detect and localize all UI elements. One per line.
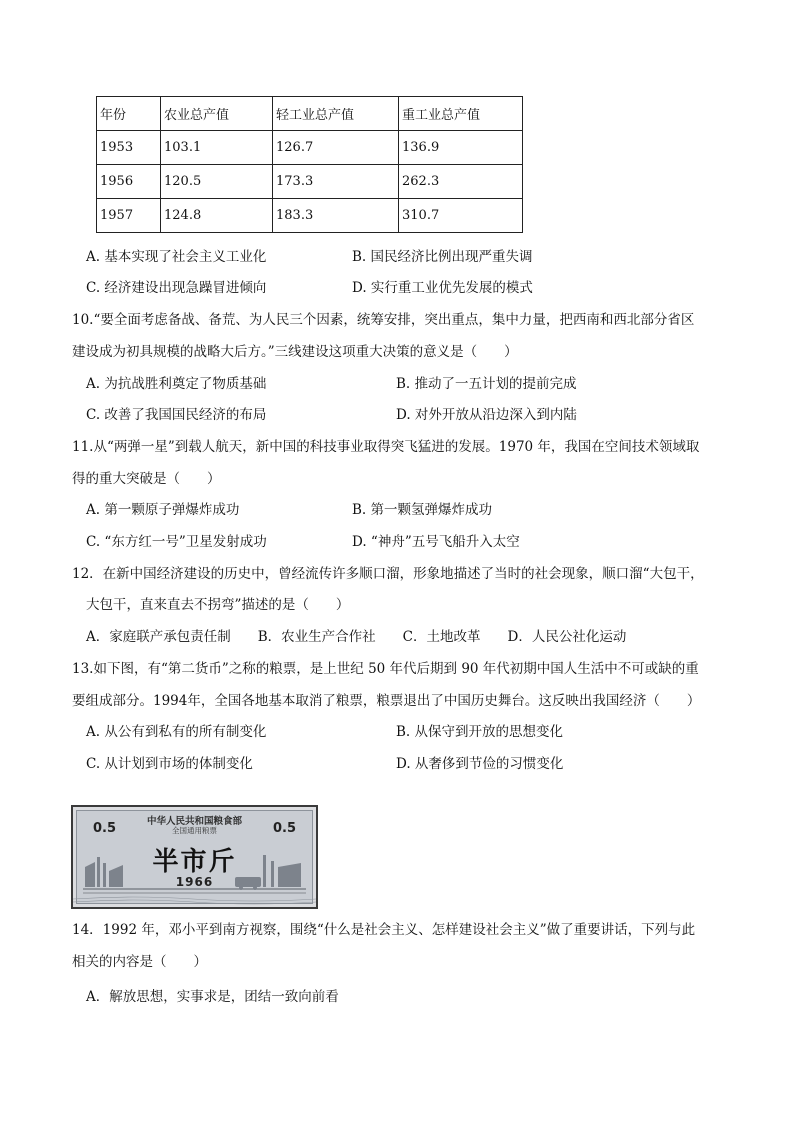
output-value-table — [96, 96, 523, 233]
table-cell: 120.5 — [161, 165, 273, 199]
q13-stem-line1: 13.如下图，有“第二货币”之称的粮票，是上世纪 50 年代后期到 90 年代初期中国人生活中不可或缺的重 — [72, 661, 699, 677]
ticket-subtitle: 全国通用粮票 — [172, 826, 217, 835]
ticket-year: 1966 — [175, 875, 214, 889]
table-cell: 1956 — [97, 165, 161, 199]
q13-option-c: C. 从计划到市场的体制变化 — [86, 756, 253, 772]
q10-option-d: D. 对外开放从沿边深入到内陆 — [396, 407, 577, 423]
q11-option-c: C. “东方红一号”卫星发射成功 — [86, 534, 267, 550]
table-cell: 173.3 — [273, 165, 399, 199]
table-cell: 103.1 — [161, 131, 273, 165]
q12-stem-line1: 12．在新中国经济建设的历史中，曾经流传许多顺口溜，形象地描述了当时的社会现象，顺口溜“大包干， — [72, 566, 704, 582]
q13-stem-line2: 要组成部分。1994年，全国各地基本取消了粮票，粮票退出了中国历史舞台。这反映出我国经济（ ） — [72, 693, 701, 709]
q12-stem-line2: 大包干，直来直去不拐弯”描述的是（ ） — [86, 597, 350, 613]
q11-stem-line1: 11.从“两弹一星”到载人航天，新中国的科技事业取得突飞猛进的发展。1970 年，我国在空间技术领域取 — [72, 439, 700, 455]
q11-option-d: D. “神舟”五号飞船升入太空 — [352, 534, 520, 550]
ticket-rail-lines — [83, 889, 306, 893]
q14-stem-line2: 相关的内容是（ ） — [72, 954, 207, 970]
q10-option-b: B. 推动了一五计划的提前完成 — [396, 376, 577, 392]
q11-stem-line2: 得的重大突破是（ ） — [72, 471, 221, 487]
q11-option-b: B. 第一颗氢弹爆炸成功 — [352, 502, 493, 518]
q14-option-a: A．解放思想，实事求是，团结一致向前看 — [86, 989, 339, 1005]
table-cell: 124.8 — [161, 199, 273, 233]
q10-stem-line1: 10.“要全面考虑备战、备荒、为人民三个因素，统筹安排，突出重点，集中力量，把西南和西北部分省区 — [72, 312, 695, 328]
table-header-cell: 轻工业总产值 — [273, 97, 399, 131]
ticket-amount: 半市斤 — [152, 847, 237, 877]
q11-option-a: A. 第一颗原子弹爆炸成功 — [86, 502, 240, 518]
ticket-denomination-left: 0.5 — [93, 821, 117, 836]
table-cell: 262.3 — [399, 165, 523, 199]
table-cell: 310.7 — [399, 199, 523, 233]
q9-option-a: A. 基本实现了社会主义工业化 — [86, 249, 267, 265]
q12-options: A．家庭联产承包责任制 B．农业生产合作社 C．土地改革 D．人民公社化运动 — [86, 629, 627, 645]
q13-option-d: D. 从奢侈到节俭的习惯变化 — [396, 756, 564, 772]
ticket-denomination-right: 0.5 — [272, 821, 296, 836]
ticket-guilloche — [73, 897, 316, 904]
q14-stem-line1: 14．1992 年，邓小平到南方视察，围绕“什么是社会主义、怎样建设社会主义”做了重要讲话，下列与此 — [72, 922, 696, 938]
ticket-issuer: 中华人民共和国粮食部 — [146, 816, 242, 827]
table-header-row — [97, 97, 523, 131]
q10-stem-line2: 建设成为初具规模的战略大后方。”三线建设这项重大决策的意义是（ ） — [72, 344, 518, 360]
table-cell: 1953 — [97, 131, 161, 165]
table-row — [97, 165, 523, 199]
q13-option-a: A. 从公有到私有的所有制变化 — [86, 724, 267, 740]
q13-option-b: B. 从保守到开放的思想变化 — [396, 724, 564, 740]
table-row — [97, 131, 523, 165]
q9-option-c: C. 经济建设出现急躁冒进倾向 — [86, 280, 267, 296]
q10-option-a: A. 为抗战胜利奠定了物质基础 — [86, 376, 267, 392]
q9-option-d: D. 实行重工业优先发展的模式 — [352, 280, 533, 296]
table-header-cell: 重工业总产值 — [399, 97, 523, 131]
table-cell: 136.9 — [399, 131, 523, 165]
table-row — [97, 199, 523, 233]
table-cell: 1957 — [97, 199, 161, 233]
grain-ticket-image — [71, 805, 318, 909]
q9-option-b: B. 国民经济比例出现严重失调 — [352, 249, 533, 265]
table-header-cell: 年份 — [97, 97, 161, 131]
table-cell: 183.3 — [273, 199, 399, 233]
table-header-cell: 农业总产值 — [161, 97, 273, 131]
q10-option-c: C. 改善了我国国民经济的布局 — [86, 407, 267, 423]
table-cell: 126.7 — [273, 131, 399, 165]
